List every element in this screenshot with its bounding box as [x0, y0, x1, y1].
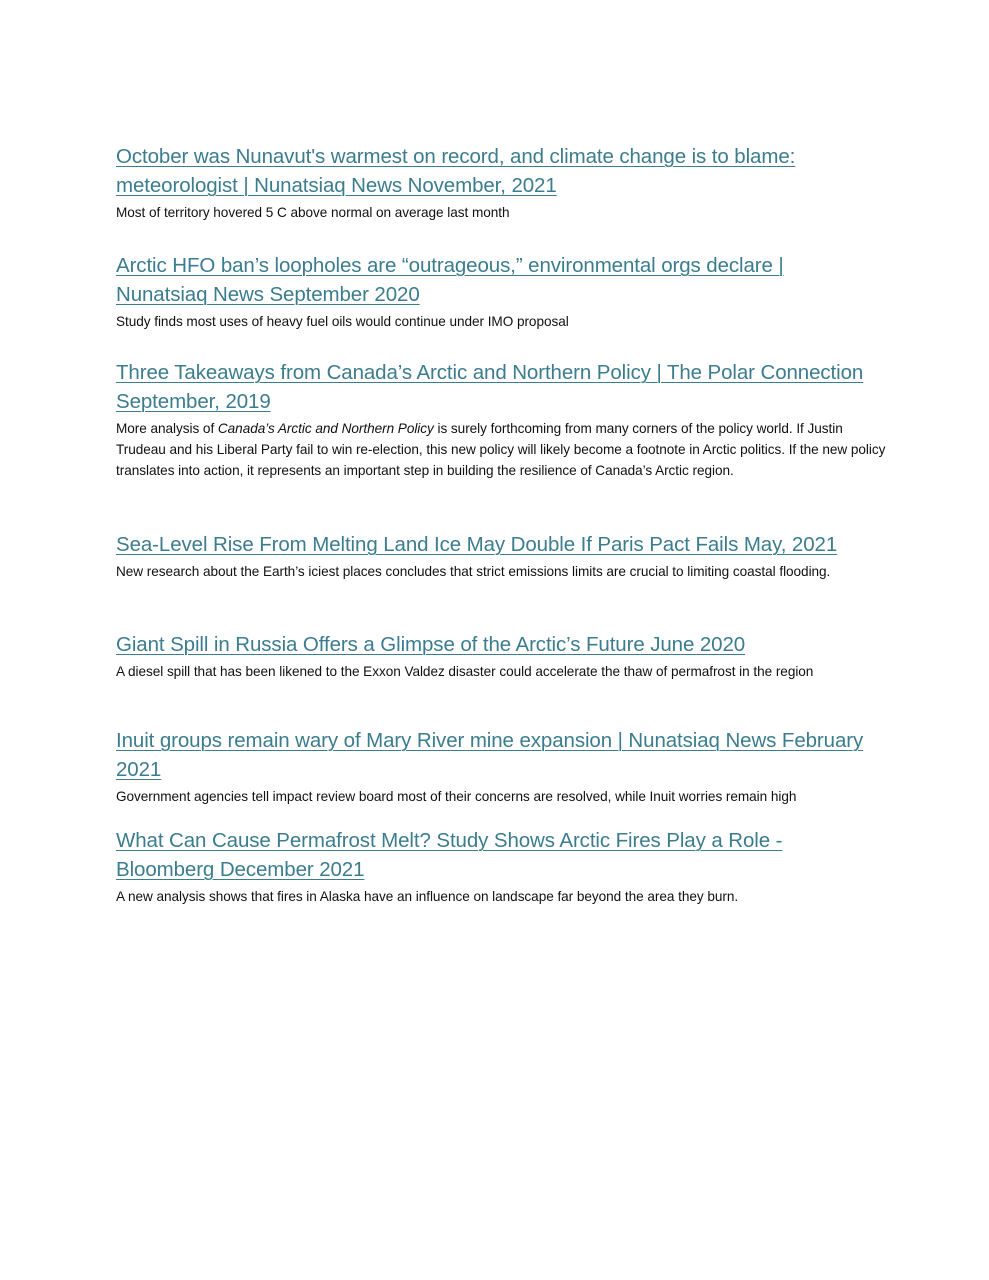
article-link[interactable]: Inuit groups remain wary of Mary River mine expansion | Nunatsiaq News February 2021 [116, 729, 864, 781]
article-summary: Most of territory hovered 5 C above normal on average last month [116, 205, 510, 220]
article-link[interactable]: Giant Spill in Russia Offers a Glimpse of the Arctic’s Future June 2020 [116, 633, 746, 656]
article-summary: A new analysis shows that fires in Alaska have an influence on landscape far beyond the area they burn. [116, 889, 739, 904]
article-summary [116, 418, 886, 481]
article-item [116, 826, 886, 907]
article-item [116, 726, 886, 807]
summary-text-before: More analysis of [116, 421, 218, 436]
article-summary: New research about the Earth’s iciest places concludes that strict emissions limits are crucial to limiting coastal flooding. [116, 564, 831, 579]
article-item [116, 251, 876, 332]
article-link[interactable]: What Can Cause Permafrost Melt? Study Shows Arctic Fires Play a Role - Bloomberg December 2021 [116, 829, 783, 881]
article-summary: Government agencies tell impact review board most of their concerns are resolved, while Inuit worries remain high [116, 789, 797, 804]
article-item [116, 530, 876, 582]
article-link[interactable]: Arctic HFO ban’s loopholes are “outrageous,” environmental orgs declare | Nunatsiaq News September 2020 [116, 254, 784, 306]
article-item [116, 142, 876, 223]
article-summary: A diesel spill that has been likened to the Exxon Valdez disaster could accelerate the thaw of permafrost in the region [116, 664, 814, 679]
article-item [116, 630, 826, 682]
article-link[interactable]: Sea-Level Rise From Melting Land Ice May Double If Paris Pact Fails May, 2021 [116, 533, 838, 556]
article-link[interactable]: October was Nunavut's warmest on record, and climate change is to blame: meteorologist | Nunatsiaq News November, 2021 [116, 145, 796, 197]
article-link[interactable]: Three Takeaways from Canada’s Arctic and Northern Policy | The Polar Connection September, 2019 [116, 361, 864, 413]
policy-title-italic: Canada’s Arctic and Northern Policy [217, 421, 434, 436]
summary-text-after: is surely forthcoming from many corners of the policy world. If Justin Trudeau and his Liberal Party fail to win re-election, this new policy will likely become a footnote in Arctic politics. If the new policy translates into action, it represents an important step in building the resilience of Canada’s Arctic region. [116, 421, 886, 478]
article-summary: Study finds most uses of heavy fuel oils would continue under IMO proposal [116, 314, 569, 329]
article-item [116, 358, 886, 481]
